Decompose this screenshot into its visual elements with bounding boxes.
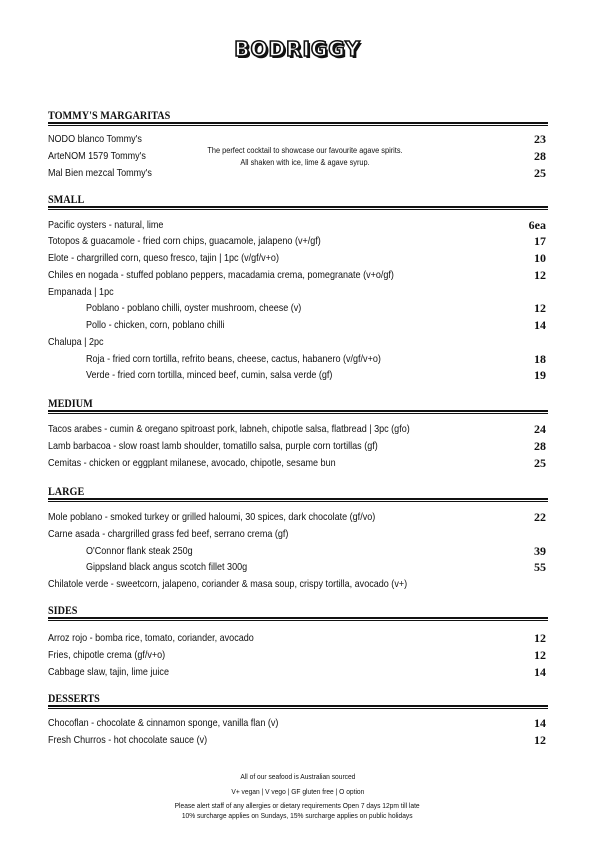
item-price: 25 (534, 166, 546, 180)
menu-item (48, 422, 548, 436)
item-price: 12 (534, 631, 546, 645)
menu-subitem (48, 352, 548, 366)
item-name: Tacos arabes - cumin & oregano spitroast pork, labneh, chipotle salsa, flatbread | 3pc (gfo) (48, 423, 410, 435)
footer-text: V+ vegan | V vego | GF gluten free | O option (231, 787, 364, 796)
item-price: 12 (534, 648, 546, 662)
item-name: Lamb barbacoa - slow roast lamb shoulder, tomatillo salsa, purple corn tortillas (gf) (48, 440, 378, 452)
item-price: 14 (534, 716, 546, 730)
item-name: Cemitas - chicken or eggplant milanese, avocado, chipotle, sesame bun (48, 457, 336, 469)
brand-logo: BODRIGGY (234, 37, 361, 61)
section-title-medium: MEDIUM (48, 396, 93, 410)
item-name: Mal Bien mezcal Tommy's (48, 167, 152, 179)
menu-item (48, 527, 548, 541)
section-rule (48, 122, 548, 124)
section-title-small: SMALL (48, 192, 85, 206)
section-rule (48, 410, 548, 412)
item-name: Pacific oysters - natural, lime (48, 219, 164, 231)
margaritas-blurb-2: All shaken with ice, lime & agave syrup. (240, 158, 370, 167)
item-price: 10 (534, 251, 546, 265)
section-title-margaritas: TOMMY'S MARGARITAS (48, 108, 171, 122)
footer-text: 10% surcharge applies on Sundays, 15% surcharge applies on public holidays (182, 811, 413, 820)
item-name: Chalupa | 2pc (48, 336, 104, 348)
item-name: Verde - fried corn tortilla, minced beef, cumin, salsa verde (gf) (86, 369, 333, 381)
section-title-sides: SIDES (48, 603, 78, 617)
item-name: Chocoflan - chocolate & cinnamon sponge, vanilla flan (v) (48, 717, 279, 729)
menu-item (48, 439, 548, 453)
menu-item (48, 285, 548, 299)
item-price: 55 (534, 560, 546, 574)
menu-item (48, 631, 548, 645)
menu-item (48, 218, 548, 232)
item-name: Chilatole verde - sweetcorn, jalapeno, coriander & masa soup, crispy tortilla, avocado (v+) (48, 578, 408, 590)
footer-seafood-note (0, 772, 595, 781)
item-name: Mole poblano - smoked turkey or grilled haloumi, 30 spices, dark chocolate (gf/vo) (48, 511, 376, 523)
section-rule (48, 206, 548, 208)
footer-text: Please alert staff of any allergies or dietary requirements Open 7 days 12pm till late (174, 801, 420, 810)
menu-subitem (48, 368, 548, 382)
menu-item (48, 251, 548, 265)
section-title-desserts: DESSERTS (48, 691, 100, 705)
footer-dietary-legend (0, 787, 595, 796)
section-rule (48, 617, 548, 619)
menu-item (48, 648, 548, 662)
item-name: Fries, chipotle crema (gf/v+o) (48, 649, 166, 661)
item-price: 12 (534, 733, 546, 747)
menu-subitem (48, 301, 548, 315)
item-name: Carne asada - chargrilled grass fed beef, serrano crema (gf) (48, 528, 289, 540)
menu-item (48, 510, 548, 524)
item-price: 12 (534, 268, 546, 282)
menu-item (48, 733, 548, 747)
item-name: Empanada | 1pc (48, 286, 114, 298)
item-name: Gippsland black angus scotch fillet 300g (86, 561, 248, 573)
item-name: Poblano - poblano chilli, oyster mushroom, cheese (v) (86, 302, 302, 314)
item-price: 24 (534, 422, 546, 436)
menu-subitem (48, 544, 548, 558)
item-price: 28 (534, 439, 546, 453)
margaritas-blurb-1: The perfect cocktail to showcase our favourite agave spirits. (207, 146, 403, 155)
menu-item (48, 716, 548, 730)
item-name: Chiles en nogada - stuffed poblano peppers, macadamia crema, pomegranate (v+o/gf) (48, 269, 394, 281)
item-name: Roja - fried corn tortilla, refrito beans, cheese, cactus, habanero (v/gf/v+o) (86, 353, 381, 365)
footer-text: All of our seafood is Australian sourced (239, 772, 356, 781)
item-price: 17 (534, 234, 546, 248)
item-price: 6ea (528, 218, 546, 232)
menu-item (48, 335, 548, 349)
item-price: 18 (534, 352, 546, 366)
item-name: O'Connor flank steak 250g (86, 545, 193, 557)
section-rule (48, 498, 548, 500)
menu-item (48, 234, 548, 248)
item-price: 39 (534, 544, 546, 558)
footer-allergy-note (0, 801, 595, 810)
section-title-large: LARGE (48, 484, 85, 498)
menu-item (48, 665, 548, 679)
menu-subitem (48, 560, 548, 574)
item-name: Pollo - chicken, corn, poblano chilli (86, 319, 225, 331)
menu-item (48, 577, 548, 591)
item-name: NODO blanco Tommy's (48, 133, 142, 145)
item-price: 23 (534, 132, 546, 146)
item-price: 25 (534, 456, 546, 470)
item-name: ArteNOM 1579 Tommy's (48, 150, 146, 162)
item-name: Cabbage slaw, tajin, lime juice (48, 666, 169, 678)
menu-subitem (48, 318, 548, 332)
item-price: 12 (534, 301, 546, 315)
menu-item (48, 268, 548, 282)
item-price: 22 (534, 510, 546, 524)
item-name: Elote - chargrilled corn, queso fresco, tajin | 1pc (v/gf/v+o) (48, 252, 279, 264)
menu-item (48, 456, 548, 470)
item-name: Arroz rojo - bomba rice, tomato, coriander, avocado (48, 632, 254, 644)
item-price: 14 (534, 665, 546, 679)
item-price: 14 (534, 318, 546, 332)
item-price: 19 (534, 368, 546, 382)
footer-surcharge-note (0, 811, 595, 820)
section-rule (48, 705, 548, 707)
item-name: Fresh Churros - hot chocolate sauce (v) (48, 734, 208, 746)
item-price: 28 (534, 149, 546, 163)
item-name: Totopos & guacamole - fried corn chips, guacamole, jalapeno (v+/gf) (48, 235, 321, 247)
